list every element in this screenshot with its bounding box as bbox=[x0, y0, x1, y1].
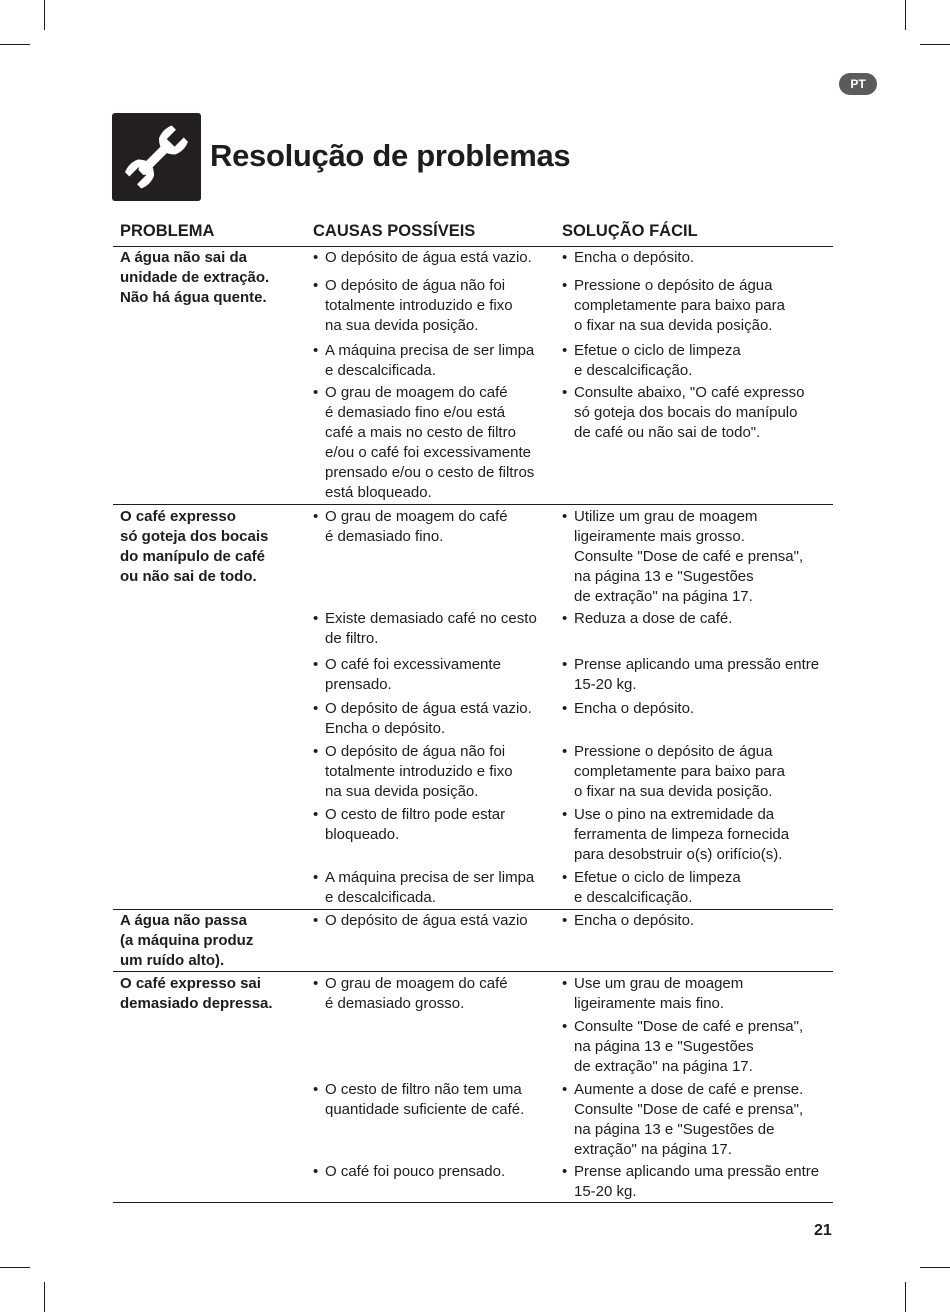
problem-text: A água não sai da unidade de extração. Não há água quente. bbox=[120, 249, 270, 306]
row-divider bbox=[113, 909, 833, 910]
cause-item: • O depósito de água está vazio. Encha o depósito. bbox=[313, 699, 565, 739]
problem-text: A água não passa (a máquina produz um ruído alto). bbox=[120, 912, 254, 969]
solution-item: • Use um grau de moagem ligeiramente mais fino. bbox=[562, 974, 849, 1014]
crop-mark bbox=[0, 1267, 30, 1268]
language-badge: PT bbox=[839, 73, 877, 95]
row-divider bbox=[113, 1202, 833, 1203]
solution-item: • Utilize um grau de moagem ligeiramente mais grosso. Consulte "Dose de café e prensa", na página 13 e "Sugestões de extração" na página 17. bbox=[562, 507, 849, 607]
row-divider bbox=[113, 971, 833, 972]
crop-mark bbox=[920, 1267, 950, 1268]
cause-item: • O cesto de filtro pode estar bloqueado. bbox=[313, 805, 565, 845]
crop-mark bbox=[0, 44, 30, 45]
cause-item: • O grau de moagem do café é demasiado fino. bbox=[313, 507, 565, 547]
solution-item: • Aumente a dose de café e prense. Consulte "Dose de café e prensa", na página 13 e "Sugestões de extração" na página 17. bbox=[562, 1080, 849, 1160]
cause-item: • O café foi excessivamente prensado. bbox=[313, 655, 565, 695]
column-header-problem: PROBLEMA bbox=[120, 222, 215, 240]
row-divider bbox=[113, 504, 833, 505]
crop-mark bbox=[905, 1282, 906, 1312]
cause-item: • O cesto de filtro não tem uma quantidade suficiente de café. bbox=[313, 1080, 565, 1120]
wrench-icon bbox=[112, 113, 201, 201]
crop-mark bbox=[920, 44, 950, 45]
problem-text: O café expresso sai demasiado depressa. bbox=[120, 975, 273, 1012]
solution-item: • Reduza a dose de café. bbox=[562, 609, 849, 629]
cause-item: • A máquina precisa de ser limpa e descalcificada. bbox=[313, 341, 565, 381]
solution-item: • Pressione o depósito de água completamente para baixo para o fixar na sua devida posição. bbox=[562, 276, 849, 336]
problem-text: O café expresso só goteja dos bocais do manípulo de café ou não sai de todo. bbox=[120, 508, 269, 585]
crop-mark bbox=[905, 0, 906, 30]
cause-item: • O grau de moagem do café é demasiado grosso. bbox=[313, 974, 565, 1014]
cause-item: • A máquina precisa de ser limpa e descalcificada. bbox=[313, 868, 565, 908]
solution-item: • Prense aplicando uma pressão entre 15-20 kg. bbox=[562, 655, 849, 695]
solution-item: • Efetue o ciclo de limpeza e descalcificação. bbox=[562, 868, 849, 908]
solution-item: • Pressione o depósito de água completamente para baixo para o fixar na sua devida posição. bbox=[562, 742, 849, 802]
page-number: 21 bbox=[814, 1222, 832, 1239]
header-divider bbox=[113, 246, 833, 247]
solution-item: • Use o pino na extremidade da ferramenta de limpeza fornecida para desobstruir o(s) orifício(s). bbox=[562, 805, 849, 865]
column-header-causes: CAUSAS POSSÍVEIS bbox=[313, 222, 476, 240]
solution-item: • Encha o depósito. bbox=[562, 911, 849, 931]
solution-item: • Encha o depósito. bbox=[562, 699, 849, 719]
column-header-solution: SOLUÇÃO FÁCIL bbox=[562, 222, 698, 240]
cause-item: • O café foi pouco prensado. bbox=[313, 1162, 565, 1182]
page-title: Resolução de problemas bbox=[210, 138, 571, 173]
cause-item: • O grau de moagem do café é demasiado fino e/ou está café a mais no cesto de filtro e/ou o café foi excessivamente prensado e/ou o cesto de filtros está bloqueado. bbox=[313, 383, 565, 503]
solution-item: • Consulte abaixo, "O café expresso só goteja dos bocais do manípulo de café ou não sai de todo". bbox=[562, 383, 849, 443]
solution-item: • Prense aplicando uma pressão entre 15-20 kg. bbox=[562, 1162, 849, 1202]
crop-mark bbox=[44, 0, 45, 30]
cause-item: • O depósito de água não foi totalmente introduzido e fixo na sua devida posição. bbox=[313, 276, 565, 336]
cause-item: • Existe demasiado café no cesto de filtro. bbox=[313, 609, 565, 649]
solution-item: • Efetue o ciclo de limpeza e descalcificação. bbox=[562, 341, 849, 381]
solution-item: • Consulte "Dose de café e prensa", na página 13 e "Sugestões de extração" na página 17. bbox=[562, 1017, 849, 1077]
cause-item: • O depósito de água está vazio bbox=[313, 911, 565, 931]
cause-item: • O depósito de água não foi totalmente introduzido e fixo na sua devida posição. bbox=[313, 742, 565, 802]
solution-item: • Encha o depósito. bbox=[562, 248, 849, 268]
cause-item: • O depósito de água está vazio. bbox=[313, 248, 565, 268]
crop-mark bbox=[44, 1282, 45, 1312]
